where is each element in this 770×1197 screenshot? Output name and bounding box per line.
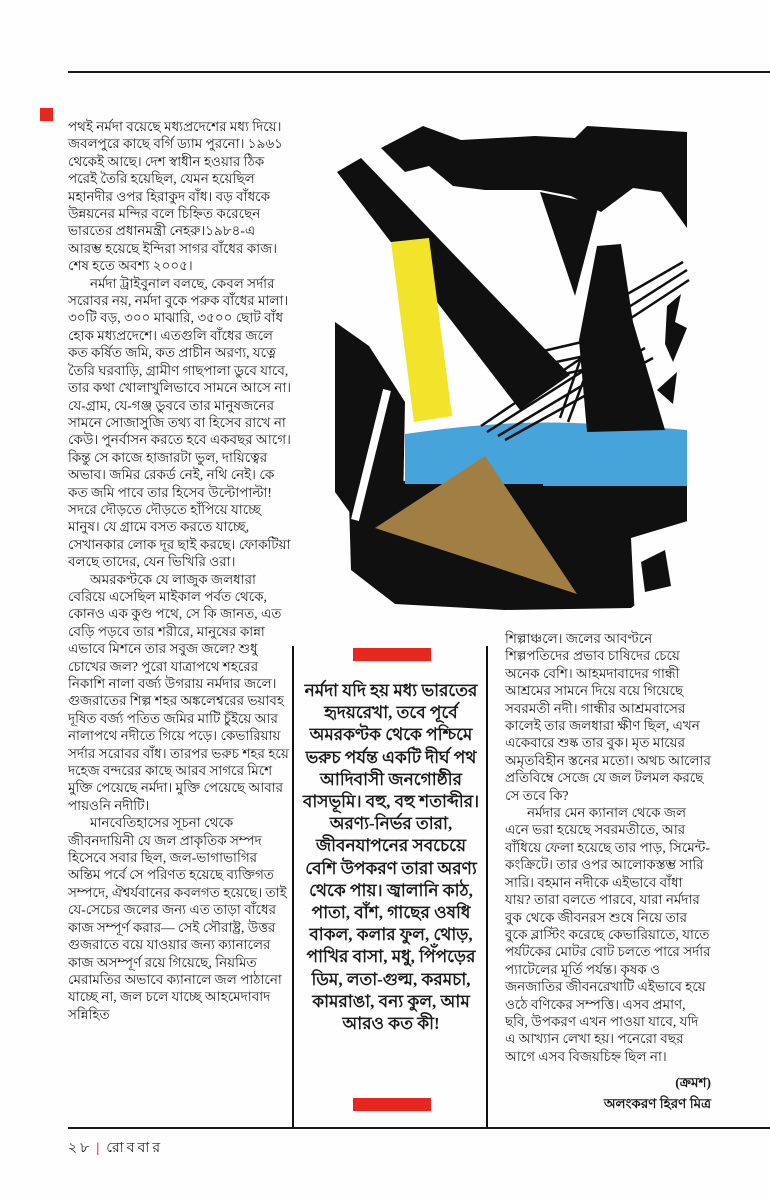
paragraph: মানবেতিহাসের সূচনা থেকে জীবনদায়িনী যে জল প্রাকৃতিক সম্পদ হিসেবে সবার ছিল, জল-ভাগাভাগির অন্তিম পর্বে সে পরিণত হয়েছে ব্যক্তিগত সম্পদে, ঐশ্বর্যবানের কবলগত হয়েছে। তাই যে-সেচের জলের জন্য এত তাড়া বাঁধের কাজ সম্পূর্ণ করার— সেই সৌরাষ্ট্র, উত্তর গুজরাতে বয়ে যাওয়ার জন্য ক্যানালের কাজ অসম্পূর্ণ রয়ে গিয়েছে, নিয়মিত মেরামতির অভাবে ক্যানালে জল পাঠানো যাচ্ছে না, জল চলে যাচ্ছে আহমেদাবাদ সন্নিহিত	[68, 815, 287, 1022]
illustration-credit: অলংকরণ হিরণ মিত্র	[603, 1095, 711, 1111]
magazine-name: রোববার	[106, 1141, 164, 1156]
abstract-collage-illustration	[335, 100, 691, 620]
blue-band	[405, 422, 687, 486]
footer-separator: |	[96, 1141, 103, 1156]
pull-quote-text: নর্মদা যদি হয় মধ্য ভারতের হৃদয়রেখা, তবে পূর্বে অমরকণ্টক থেকে পশ্চিমে ভরুচ পর্যন্ত একটি দীর্ঘ পথ আদিবাসী জনগোষ্ঠীর বাসভূমি। বহু, বহু শতাব্দীর। অরণ্য-নির্ভর তারা, জীবনযাপনের সবচেয়ে বেশি উপকরণ তারা অরণ্য থেকে পায়। জ্বালানি কাঠ, পাতা, বাঁশ, গাছের ওষধি বাকল, কলার ফুল, থোড়, পাখির বাসা, মধু, পিঁপড়ের ডিম, লতা-গুল্ম, করমচা, কামরাঙা, বন্য কুল, আম আরও কত কী!	[302, 681, 480, 1034]
pull-quote-box	[292, 646, 488, 1128]
page-footer	[68, 1136, 163, 1160]
paragraph: নর্মদা ট্রাইবুনাল বলছে, কেবল সর্দার সরোবর নয়, নর্মদা বুকে পরুক বাঁধের মালা। ৩০টি বড়, ৩০০ মাঝারি, ৩৫০০ ছোট বাঁধ হোক মধ্যপ্রদেশে। এতগুলি বাঁধের জলে কত কর্ষিত জমি, কত প্রাচীন অরণ্য, যত্নে তৈরি ঘরবাড়ি, গ্রামীণ গাছপালা ডুবে যাবে, তার কথা খোলাখুলিভাবে সামনে আসে না। যে-গ্রাম, যে-গঞ্জ ডুববে তার মানুষজনের সামনে সোজাসুজি তথ্য বা হিসেব রাখে না কেউ। পুনর্বাসন করতে হবে একবছর আগে। কিন্তু সে কাজে হাজারটা ভুল, দায়িত্বের অভাব। জমির রেকর্ড নেই, নথি নেই। কে কত জমি পাবে তার হিসেব উল্টোপাল্টা! সদরে দৌড়তে দৌড়তে হাঁপিয়ে যাচ্ছে মানুষ। যে গ্রামে বসত করতে যাচ্ছে, সেখানকার লোক দূর ছাই করছে। ফোকটিয়া বলছে তাদের, যেন ভিখিরি ওরা।	[68, 275, 292, 570]
pull-quote-top-bar	[353, 648, 431, 661]
top-rule	[68, 71, 770, 73]
paragraph: নর্মদার মেন ক্যানাল থেকে জল এনে ভরা হয়েছে সবরমতীতে, আর বাঁধিয়ে ফেলা হয়েছে তার পাড়, সিমেন্ট-কংক্রিটে। তার ওপর আলোকস্তম্ভ সারি সারি। বহমান নদীকে এইভাবে বাঁধা যায়? তারা বলতে পারবে, যারা নর্মদার বুক থেকে জীবনরস শুষে নিয়ে তার বুকে ব্লাস্টিং করেছে কেভারিয়াতে, যাতে পর্যটকের মোটর বোট চলতে পারে সর্দার প্যাটেলের মূর্তি পর্যন্ত। কৃষক ও জনজাতির জীবনরেখাটি এইভাবে হয়ে ওঠে বণিকের সম্পত্তি। এসব প্রমাণ, ছবি, উপকরণ এখন পাওয়া যাবে, যদি এ আখ্যান লেখা হয়। পনেরো বছর আগে এসব বিজয়চিহ্ন ছিল না।	[505, 805, 711, 1064]
footer-rule	[68, 1127, 770, 1129]
credits-block	[505, 1074, 711, 1112]
bottle-shape	[579, 244, 665, 432]
paragraph: অমরকণ্টকে যে লাজুক জলধারা বেরিয়ে এসেছিল মাইকাল পর্বত থেকে, কোনও এক কুণ্ড পথে, সে কি জানত, এত বেড়ি পড়বে তার শরীরে, মানুষের কান্না এভাবে মিশনে তার সবুজ জলে? শুধু চোখের জল? পুরো যাত্রাপথে শহরের নিকাশি নালা বর্জ্য উগরায় নর্মদার জলে। গুজরাতের শিল্প শহর অঙ্কলেশ্বরের ভয়াবহ দূষিত বর্জ্য পতিত জমির মাটি চুঁইয়ে আর নালাপথে নদীতে গিয়ে পড়ে। কেভারিয়ায় সর্দার সরোবর বাঁধ। তারপর ভরুচ শহর হয়ে দহেজ বন্দরের কাছে আরব সাগরে মিশে মুক্তি পেয়েছে নর্মদা। মুক্তি পেয়েছে আবার পায়ওনি নদীটি।	[68, 571, 289, 813]
paragraph: শিল্পাঞ্চলে। জলের আবণ্টনে শিল্পপতিদের প্রভাব চাষিদের চেয়ে অনেক বেশি। আহমদাবাদের গান্ধী আশ্রমের সামনে দিয়ে বয়ে গিয়েছে সবরমতী নদী। গান্ধীর আশ্রমবাসের কালেই তার জলধারা ক্ষীণ ছিল, এখন একেবারে শুষ্ক তার বুক। মৃত মায়ের অমৃতবিহীন স্তনের মতো। অথচ আলোর প্রতিবিম্বে সেজে যে জল টলমল করছে সে তবে কি?	[505, 631, 711, 803]
page-number: ২৮	[68, 1141, 93, 1156]
paragraph: পথই নর্মদা বয়েছে মধ্যপ্রদেশের মধ্য দিয়ে। জবলপুরে কাছে বর্গি ড্যাম পুরনো। ১৯৬১ থেকেই আছে। দেশ স্বাধীন হওয়ার ঠিক পরেই তৈরি হয়েছিল, যেমন হয়েছিল মহানদীর ওপর হিরাকুদ বাঁধ। বড় বাঁধকে উন্নয়নের মন্দির বলে চিহ্নিত করেছেন ভারতের প্রধানমন্ত্রী নেহরু।১৯৮৪-এ আরম্ভ হয়েছে ইন্দিরা সাগর বাঁধের কাজ। শেষ হতে অবশ্য ২০০৫।	[68, 119, 283, 274]
body-column-1	[68, 118, 292, 1023]
black-fragments	[657, 294, 687, 404]
body-column-3	[505, 630, 711, 1112]
serial-marker: (ক্রমশ)	[675, 1075, 711, 1091]
continuation-marker-square	[40, 108, 53, 121]
pull-quote-bottom-bar	[353, 1098, 431, 1111]
